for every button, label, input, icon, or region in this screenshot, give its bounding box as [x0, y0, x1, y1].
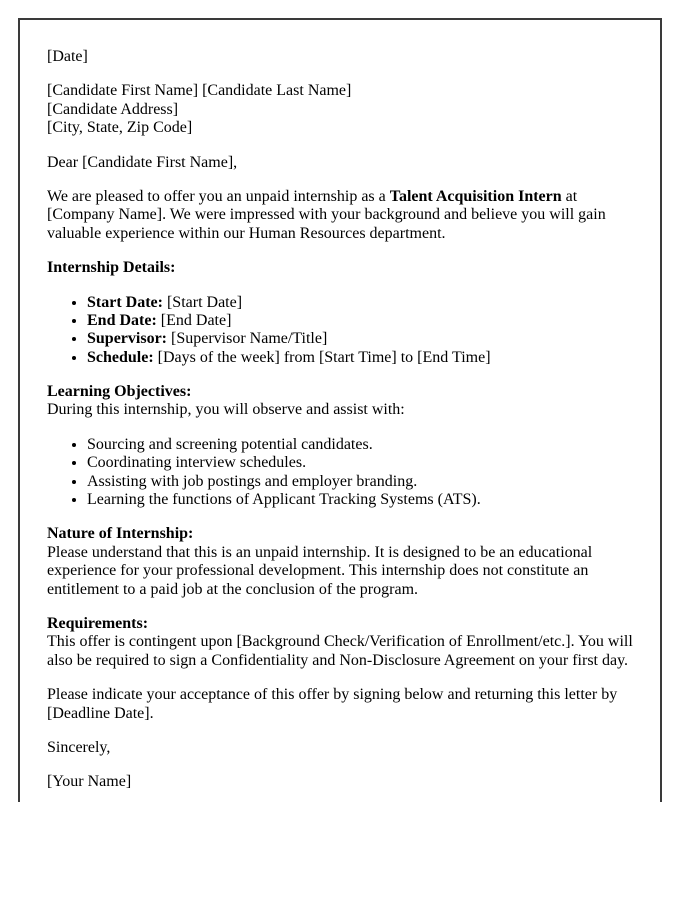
salutation-text: Dear [Candidate First Name],	[47, 153, 238, 171]
list-item	[87, 312, 633, 330]
salutation	[47, 154, 633, 172]
requirements-body-text: This offer is contingent upon [Background Check/Verification of Enrollment/etc.]. You will also be required to sign a Confidentiality and Non-Disclosure Agreement on your first day.	[47, 633, 633, 669]
detail-label: Schedule:	[87, 348, 154, 366]
nature-section	[47, 525, 633, 599]
acceptance-paragraph	[47, 686, 633, 723]
requirements-section	[47, 615, 633, 670]
date-placeholder: [Date]	[47, 48, 88, 65]
details-list	[47, 294, 633, 368]
signature-name-placeholder: [Your Name]	[47, 773, 132, 791]
list-item	[87, 349, 633, 367]
intro-paragraph	[47, 188, 633, 243]
list-item	[87, 330, 633, 348]
closing-text: Sincerely,	[47, 738, 111, 756]
requirements-heading-text: Requirements:	[47, 614, 149, 632]
nature-body-text: Please understand that this is an unpaid internship. It is designed to be an educational experience for your professional development. This internship does not constitute an entitlement to a paid job at the conclusion of the program.	[47, 543, 593, 598]
details-heading-text: Internship Details:	[47, 259, 176, 277]
closing-line	[47, 739, 633, 757]
nature-heading-text: Nature of Internship:	[47, 525, 194, 543]
position-title: Talent Acquisition Intern	[389, 187, 562, 205]
intro-text-before: We are pleased to offer you an unpaid internship as a	[47, 187, 390, 205]
recipient-city: [City, State, Zip Code]	[47, 119, 193, 137]
detail-value: [Start Date]	[162, 293, 243, 311]
detail-label: Supervisor:	[87, 330, 167, 348]
list-item	[87, 294, 633, 312]
list-item: • Assisting with job postings and employer branding.	[87, 473, 633, 491]
date-line	[47, 48, 633, 66]
acceptance-text: Please indicate your acceptance of this offer by signing below and returning this letter by [Deadline Date].	[47, 686, 618, 722]
detail-label: End Date:	[87, 311, 157, 329]
list-item: • Coordinating interview schedules.	[87, 454, 633, 472]
objectives-intro-text: During this internship, you will observe and assist with:	[47, 401, 405, 419]
objectives-heading-text: Learning Objectives:	[47, 383, 192, 401]
details-heading	[47, 259, 633, 277]
detail-value: [Days of the week] from [Start Time] to [End Time]	[153, 348, 491, 366]
objectives-list	[47, 436, 633, 510]
recipient-name: [Candidate First Name] [Candidate Last Name]	[47, 82, 352, 100]
recipient-address: [Candidate Address]	[47, 100, 179, 118]
objectives-heading-block	[47, 383, 633, 420]
detail-value: [End Date]	[156, 311, 232, 329]
signature-line	[47, 773, 633, 791]
offer-letter-page	[18, 18, 662, 802]
detail-label: Start Date:	[87, 293, 163, 311]
recipient-block	[47, 82, 633, 137]
list-item: • Sourcing and screening potential candidates.	[87, 436, 633, 454]
list-item: • Learning the functions of Applicant Tracking Systems (ATS).	[87, 491, 633, 509]
intro-text-after: at [Company Name]. We were impressed with your background and believe you will gain valuable experience within our Human Resources department.	[47, 187, 606, 242]
detail-value: [Supervisor Name/Title]	[167, 330, 328, 348]
